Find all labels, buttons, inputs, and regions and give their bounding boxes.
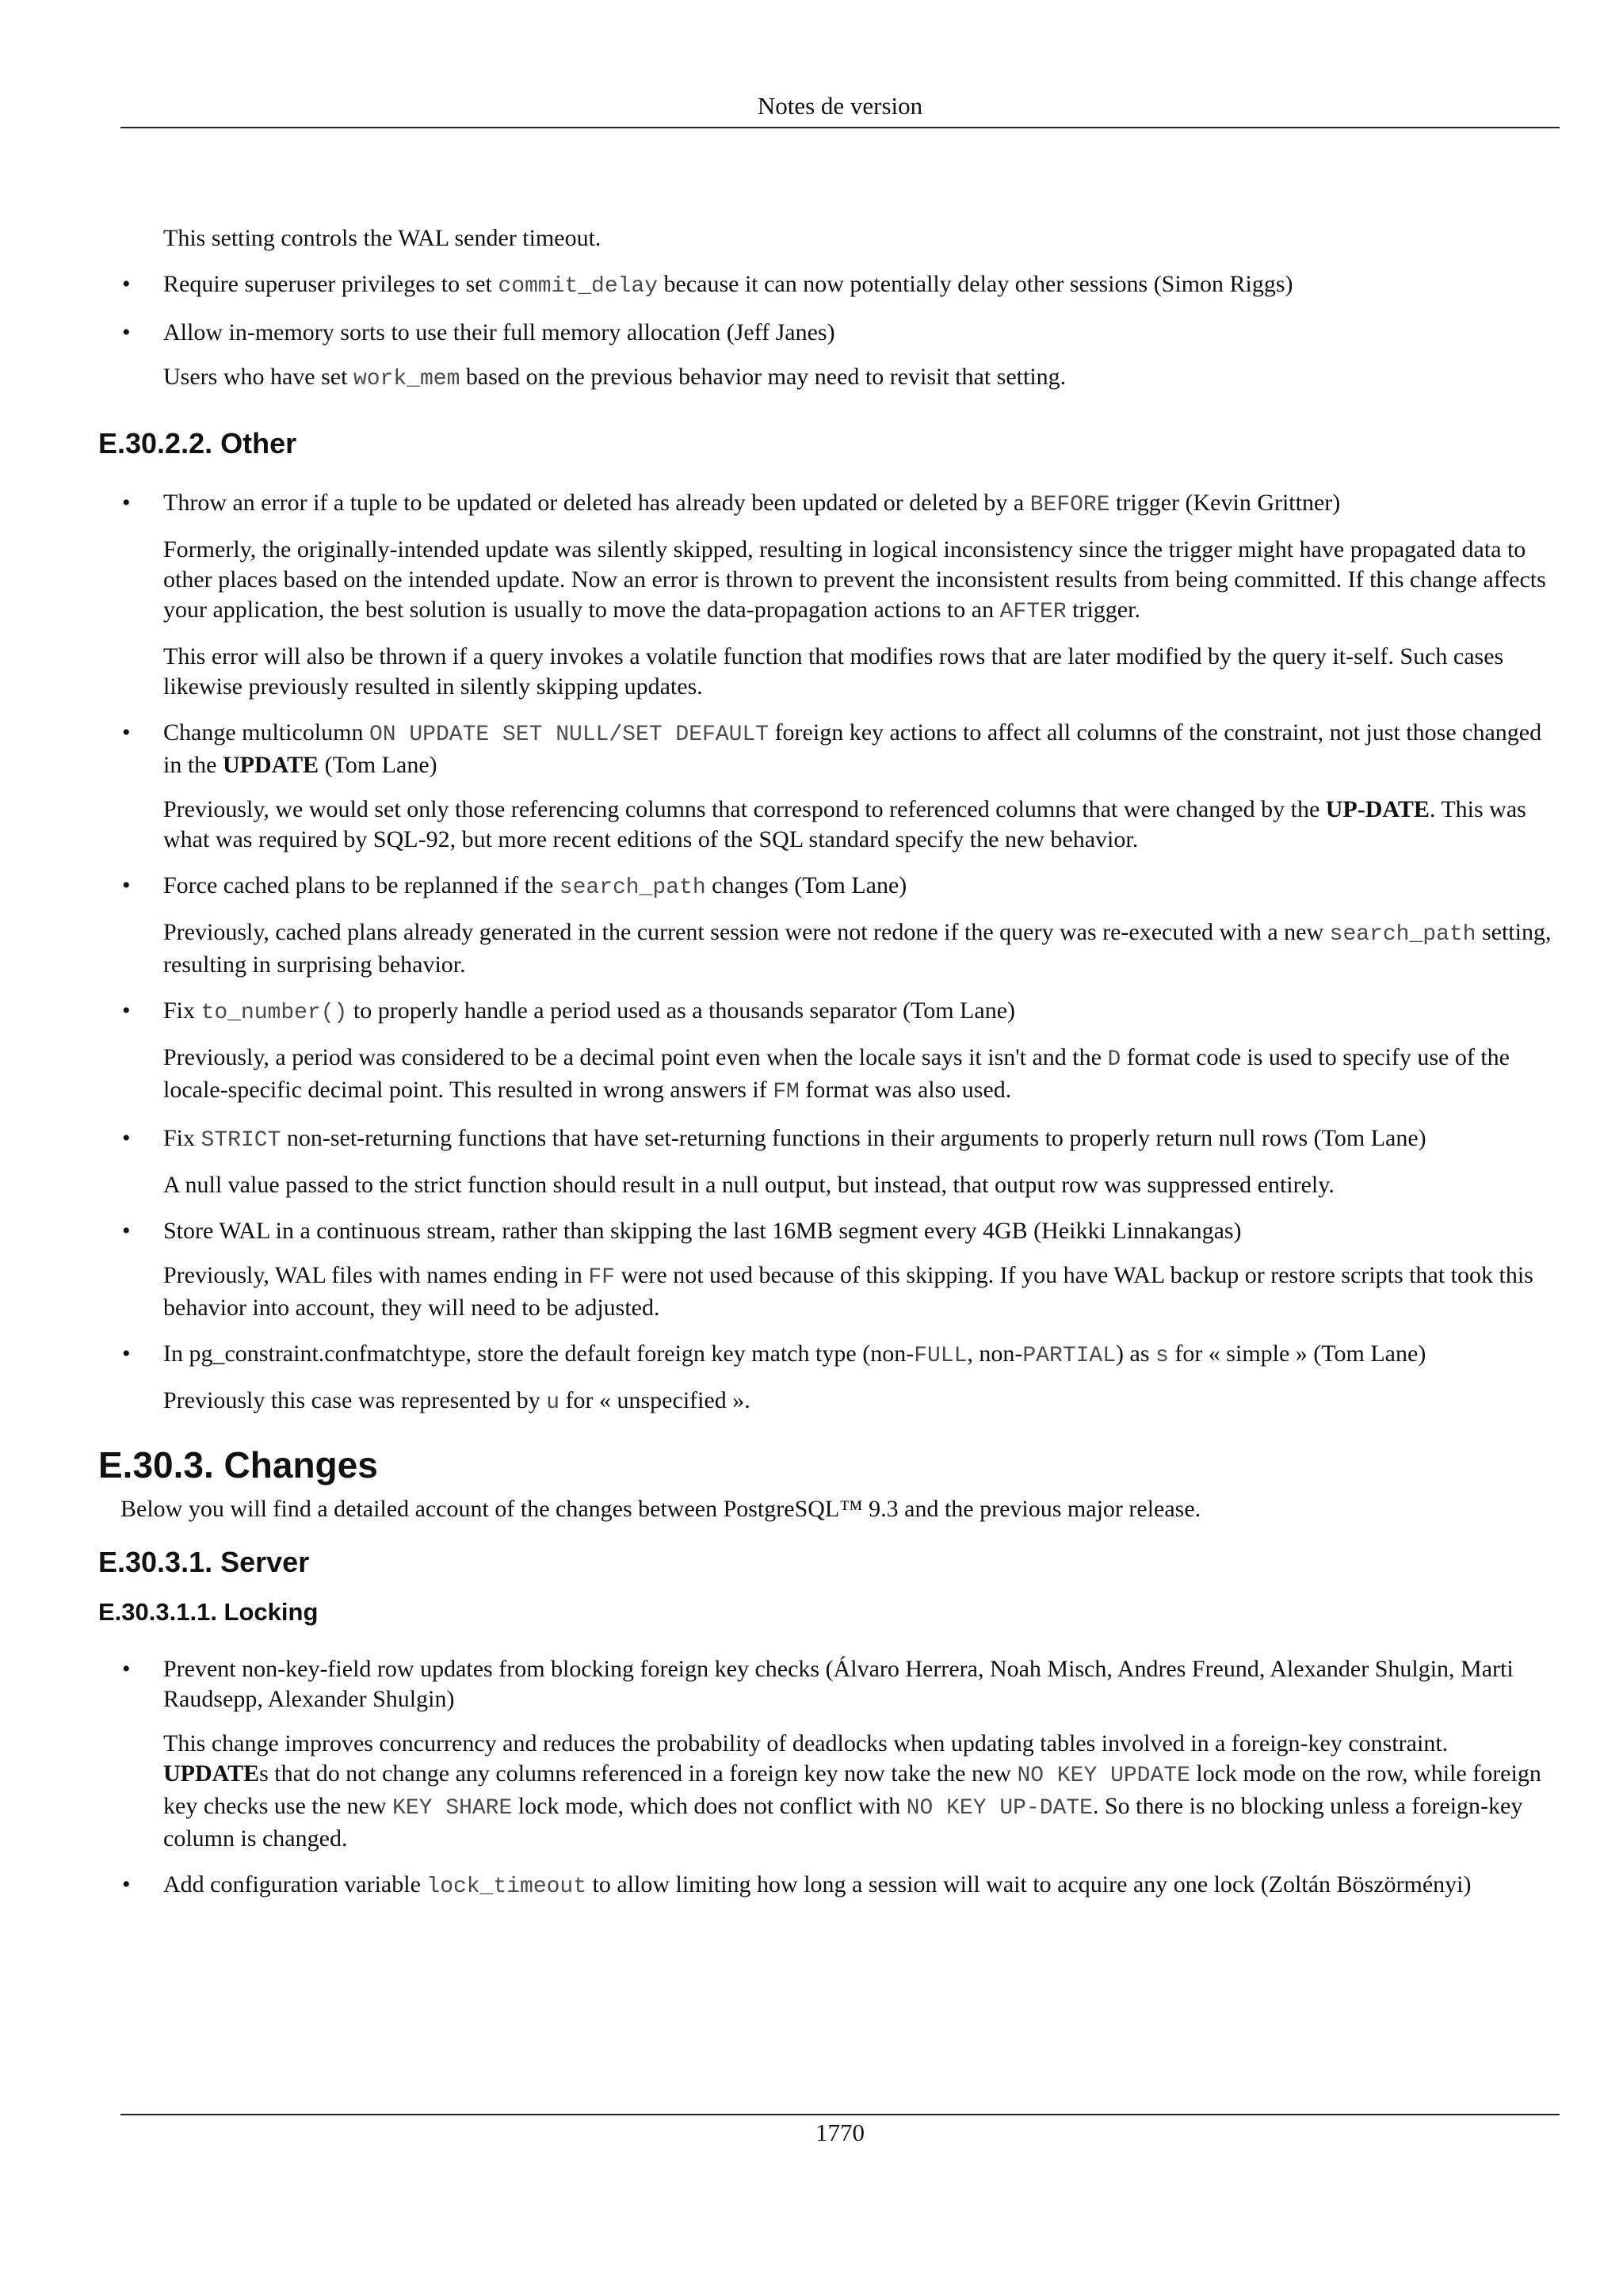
item-note: A null value passed to the strict function should result in a null output, but instead, that output row was suppressed entirely. [163,1172,1335,1198]
item-note: Previously this case was represented by u for « unspecified ». [163,1387,750,1415]
running-footer [120,2114,1560,2149]
list-item: • Fix to_number() to properly handle a period used as a thousands separator (Tom Lane) [163,996,1556,1028]
list-item: • Change multicolumn ON UPDATE SET NULL/SET DEFAULT foreign key actions to affect all columns of the constraint, not just those changed in the UPDATE (Tom Lane) [163,718,1556,780]
item-note: This change improves concurrency and reduces the probability of deadlocks when updating tables involved in a foreign-key constraint. UPDATEs that do not change any columns referenced in a foreign key now take the new NO KEY UPDATE lock mode on the row, while foreign key checks use the new KEY SHARE lock mode, which does not conflict with NO KEY UP-DATE. So there is no blocking unless a foreign-key column is changed. [163,1730,1541,1852]
code-work-mem: work_mem [353,367,460,391]
item-note: Previously, we would set only those referencing columns that correspond to referenced columns that were changed by the UP-DATE. This was what was required by SQL-92, but more recent editions of the SQL standard specify the new behavior. [163,796,1526,852]
list-item: • Throw an error if a tuple to be updated or deleted has already been updated or deleted by a BEFORE trigger (Kevin Grittner) [163,488,1556,521]
item-note: This error will also be thrown if a query invokes a volatile function that modifies rows that are later modified by the query it-self. Such cases likewise previously resulted in silently skipping updates. [163,643,1504,700]
page-number: 1770 [815,2119,865,2146]
running-header [120,90,1560,128]
list-item: • Store WAL in a continuous stream, rather than skipping the last 16MB segment every 4GB (Heikki Linnakangas) [163,1216,1556,1246]
section-heading-server: E.30.3.1. Server [98,1546,310,1578]
changes-lead: Below you will find a detailed account of the changes between PostgreSQL™ 9.3 and the previous major release. [120,1496,1201,1522]
list-item: • In pg_constraint.confmatchtype, store the default foreign key match type (non-FULL, non-PARTIAL) as s for « simple » (Tom Lane) [163,1339,1556,1371]
section-heading-changes: E.30.3. Changes [98,1444,378,1486]
list-item: • Require superuser privileges to set commit_delay because it can now potentially delay other sessions (Simon Riggs) [163,269,1556,302]
list-item: • Allow in-memory sorts to use their full memory allocation (Jeff Janes) [163,318,1556,348]
item-note: Users who have set work_mem based on the previous behavior may need to revisit that setting. [163,364,1067,391]
intro-note: This setting controls the WAL sender timeout. [163,225,601,251]
section-heading-other: E.30.2.2. Other [98,427,297,460]
list-item: • Add configuration variable lock_timeout to allow limiting how long a session will wait to acquire any one lock (Zoltán Böszörményi) [163,1870,1556,1902]
section-heading-locking: E.30.3.1.1. Locking [98,1598,319,1626]
list-item: • Fix STRICT non-set-returning functions that have set-returning functions in their arguments to properly return null rows (Tom Lane) [163,1123,1556,1156]
page-content [98,223,1556,1918]
header-title: Notes de version [757,92,923,120]
item-note: Previously, cached plans already generated in the current session were not redone if the query was re-executed with a new search_path setting, resulting in surprising behavior. [163,919,1552,978]
item-note: Previously, WAL files with names ending in FF were not used because of this skipping. If you have WAL backup or restore scripts that took this behavior into account, they will need to be adjusted. [163,1262,1533,1321]
list-item: • Prevent non-key-field row updates from blocking foreign key checks (Álvaro Herrera, Noah Misch, Andres Freund, Alexander Shulgin, Marti Raudsepp, Alexander Shulgin) [163,1654,1556,1714]
code-commit-delay: commit_delay [498,274,659,299]
item-note: Formerly, the originally-intended update was silently skipped, resulting in logical inconsistency since the trigger might have propagated data to other places based on the intended update. Now an error is thrown to prevent the inconsistent results from being committed. If this change affects your application, the best solution is usually to move the data-propagation actions to an AFTER trigger. [163,536,1546,624]
list-item: • Force cached plans to be replanned if the search_path changes (Tom Lane) [163,871,1556,903]
item-note: Previously, a period was considered to be a decimal point even when the locale says it isn't and the D format code is used to specify use of the locale-specific decimal point. This resulted in wrong answers if FM format was also used. [163,1044,1510,1104]
